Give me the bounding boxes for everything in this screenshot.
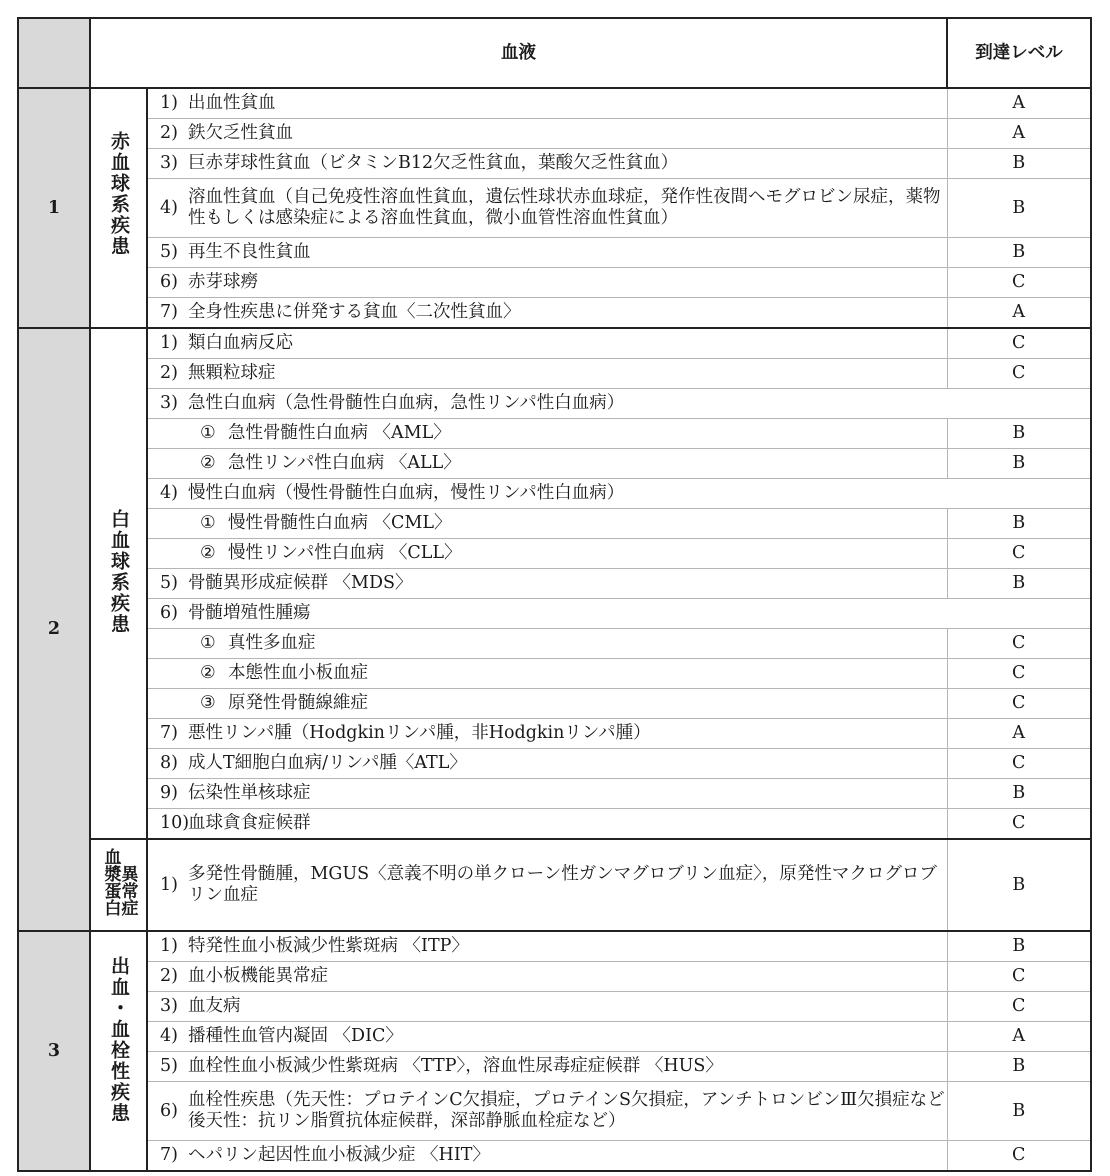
table-row xyxy=(18,1052,1091,1082)
level-cell: B xyxy=(947,509,1091,539)
level-cell: C xyxy=(947,268,1091,298)
level-cell: B xyxy=(947,449,1091,479)
table-row xyxy=(18,119,1091,149)
level-cell: B xyxy=(947,1052,1091,1082)
level-cell xyxy=(947,389,1091,419)
level-cell: A xyxy=(947,88,1091,119)
table-row xyxy=(18,179,1091,238)
item-cell: 5) 血栓性血小板減少性紫斑病 〈TTP〉，溶血性尿毒症症候群 〈HUS〉 xyxy=(147,1052,947,1082)
level-cell xyxy=(947,479,1091,509)
item-cell: ① 急性骨髄性白血病 〈AML〉 xyxy=(147,419,947,449)
table-row xyxy=(18,599,1091,629)
header-level-label: 到達レベル xyxy=(947,18,1091,88)
level-cell: A xyxy=(947,1022,1091,1052)
level-cell: B xyxy=(947,569,1091,599)
table-row xyxy=(18,962,1091,992)
header-number-cell xyxy=(18,18,90,88)
level-cell xyxy=(947,599,1091,629)
level-cell: C xyxy=(947,962,1091,992)
level-cell: B xyxy=(947,238,1091,268)
table-row xyxy=(18,389,1091,419)
item-cell: 5) 再生不良性貧血 xyxy=(147,238,947,268)
table-row xyxy=(18,992,1091,1022)
item-cell: 7) 悪性リンパ腫（Hodgkinリンパ腫，非Hodgkinリンパ腫） xyxy=(147,719,947,749)
table-row xyxy=(18,931,1091,962)
level-cell: B xyxy=(947,149,1091,179)
item-cell: ① 真性多血症 xyxy=(147,629,947,659)
item-cell: 4) 慢性白血病（慢性骨髄性白血病，慢性リンパ性白血病） xyxy=(147,479,947,509)
item-cell: 2) 鉄欠乏性貧血 xyxy=(147,119,947,149)
level-cell: C xyxy=(947,629,1091,659)
level-cell: C xyxy=(947,749,1091,779)
table-row xyxy=(18,749,1091,779)
item-cell: 1) 特発性血小板減少性紫斑病 〈ITP〉 xyxy=(147,931,947,962)
table-row xyxy=(18,238,1091,268)
level-cell: A xyxy=(947,298,1091,329)
item-cell: 6) 赤芽球癆 xyxy=(147,268,947,298)
table-row xyxy=(18,779,1091,809)
plasma-category: 血漿蛋白異常症 xyxy=(90,839,147,931)
table-row xyxy=(18,328,1091,359)
level-cell: B xyxy=(947,931,1091,962)
table-row xyxy=(18,1141,1091,1172)
table-row xyxy=(18,689,1091,719)
level-cell: C xyxy=(947,539,1091,569)
item-cell: 4) 溶血性貧血（自己免疫性溶血性貧血，遺伝性球状赤血球症，発作性夜間ヘモグロビン尿症，薬物性もしくは感染症による溶血性貧血，微小血管性溶血性貧血） xyxy=(147,179,947,238)
item-cell: ① 慢性骨髄性白血病 〈CML〉 xyxy=(147,509,947,539)
section-number: 3 xyxy=(18,931,90,1171)
item-cell: 10) 血球貪食症候群 xyxy=(147,809,947,840)
level-cell: B xyxy=(947,179,1091,238)
item-cell: 1) 出血性貧血 xyxy=(147,88,947,119)
item-cell: 3) 血友病 xyxy=(147,992,947,1022)
table-row xyxy=(18,149,1091,179)
item-cell: 3) 巨赤芽球性貧血（ビタミンB12欠乏性貧血，葉酸欠乏性貧血） xyxy=(147,149,947,179)
level-cell: B xyxy=(947,419,1091,449)
item-cell: 4) 播種性血管内凝固 〈DIC〉 xyxy=(147,1022,947,1052)
table-row xyxy=(18,539,1091,569)
table-row xyxy=(18,809,1091,840)
item-cell: 8) 成人T細胞白血病/リンパ腫〈ATL〉 xyxy=(147,749,947,779)
item-cell: 6) 血栓性疾患（先天性：プロテインC欠損症，プロテインS欠損症，アンチトロンビンⅢ欠損症など 後天性：抗リン脂質抗体症候群，深部静脈血栓症など） xyxy=(147,1082,947,1141)
table-row xyxy=(18,1082,1091,1141)
item-cell: 6) 骨髄増殖性腫瘍 xyxy=(147,599,947,629)
item-cell: 2) 血小板機能異常症 xyxy=(147,962,947,992)
table-row xyxy=(18,449,1091,479)
curriculum-table xyxy=(17,17,1092,1172)
table-row xyxy=(18,359,1091,389)
header-title: 血液 xyxy=(90,18,947,88)
section-category: 出血・血栓性疾患 xyxy=(90,931,147,1171)
item-cell: 5) 骨髄異形成症候群 〈MDS〉 xyxy=(147,569,947,599)
header-row xyxy=(18,18,1091,88)
table-row xyxy=(18,479,1091,509)
table-row xyxy=(18,88,1091,119)
table-row xyxy=(18,268,1091,298)
item-cell: 9) 伝染性単核球症 xyxy=(147,779,947,809)
level-cell: B xyxy=(947,779,1091,809)
level-cell: C xyxy=(947,992,1091,1022)
item-cell: 3) 急性白血病（急性骨髄性白血病，急性リンパ性白血病） xyxy=(147,389,947,419)
level-cell: A xyxy=(947,119,1091,149)
level-cell: C xyxy=(947,659,1091,689)
table-row xyxy=(18,419,1091,449)
level-cell: C xyxy=(947,809,1091,840)
section-number: 1 xyxy=(18,88,90,328)
item-cell: 1) 多発性骨髄腫，MGUS〈意義不明の単クローン性ガンマグロブリン血症〉，原発性マクログロブリン血症 xyxy=(147,839,947,931)
table-row xyxy=(18,659,1091,689)
table-row xyxy=(18,1022,1091,1052)
section-category: 白血球系疾患 xyxy=(90,328,147,839)
level-cell: C xyxy=(947,328,1091,359)
level-cell: B xyxy=(947,1082,1091,1141)
level-cell: C xyxy=(947,359,1091,389)
table-row xyxy=(18,569,1091,599)
table-row xyxy=(18,839,1091,931)
level-cell: C xyxy=(947,689,1091,719)
table-row xyxy=(18,629,1091,659)
item-cell: ② 本態性血小板血症 xyxy=(147,659,947,689)
item-cell: 7) ヘパリン起因性血小板減少症 〈HIT〉 xyxy=(147,1141,947,1172)
table-row xyxy=(18,719,1091,749)
item-cell: ② 慢性リンパ性白血病 〈CLL〉 xyxy=(147,539,947,569)
level-cell: B xyxy=(947,839,1091,931)
section-category: 赤血球系疾患 xyxy=(90,88,147,328)
item-cell: ② 急性リンパ性白血病 〈ALL〉 xyxy=(147,449,947,479)
item-cell: 2) 無顆粒球症 xyxy=(147,359,947,389)
level-cell: A xyxy=(947,719,1091,749)
item-cell: 7) 全身性疾患に併発する貧血〈二次性貧血〉 xyxy=(147,298,947,329)
table-row xyxy=(18,509,1091,539)
table-row xyxy=(18,298,1091,329)
level-cell: C xyxy=(947,1141,1091,1172)
item-cell: 1) 類白血病反応 xyxy=(147,328,947,359)
section-number: 2 xyxy=(18,328,90,931)
item-cell: ③ 原発性骨髄線維症 xyxy=(147,689,947,719)
